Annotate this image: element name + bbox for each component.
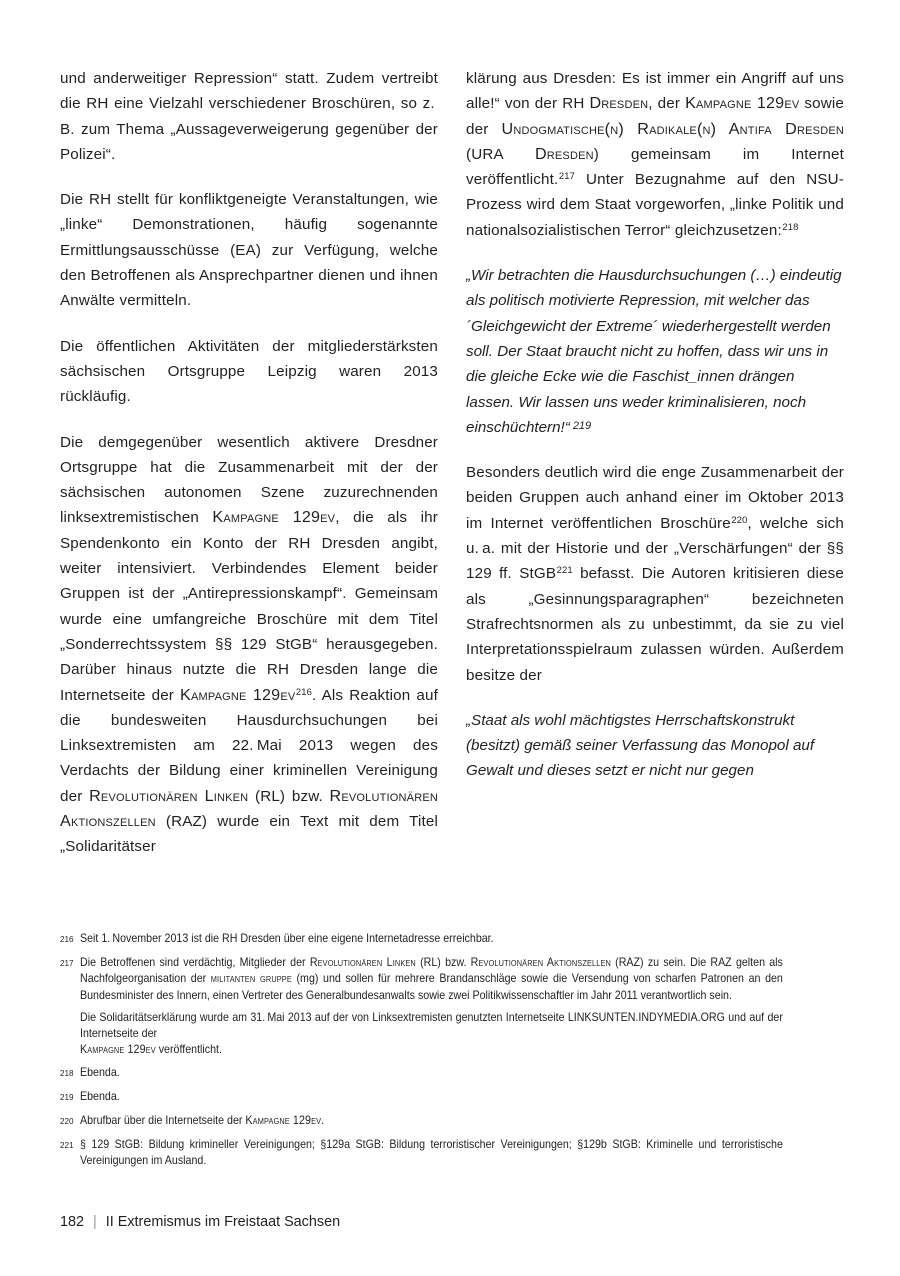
text-run: befasst. Die Autoren kritisieren diese als „Gesinnungsparagraphen“ bezeichneten Strafrechtsnormen als zu unbestimmt, da sie zu viel Interpretationsspielraum zulassen würden. Außerdem besitze der [466,565,845,684]
small-caps-name: Revolutionären Linken [309,955,416,969]
text-run: , welche sich u. a. mit der Historie und der „Verschärfungen“ der §§ 129 ff. StGB [466,514,844,583]
text-run: Ebenda. [80,1066,120,1080]
text-run: ) gemeinsam im Internet veröffentlicht. [466,145,845,189]
footnote-220 [60,1113,844,1130]
text-run: Die öffentlichen Aktivitäten der mitgliederstärksten sächsischen Ortsgruppe Leipzig waren 2013 rückläufig. [60,337,438,406]
footnote-216 [60,931,844,948]
footnote-reference[interactable]: 219 [572,419,592,432]
text-run: (mg) und sollen für mehrere Brandanschläge sowie die Versendung von scharfen Patronen an den Bundesminister des Innern, einen Vertreter des Generalbundesanwalts sowie zwei Politikwissenschaftler im Jahr 2011 verantwortlich sein. [80,972,783,1002]
text-run: (RAZ) zu sein. Die RAZ gelten als Nachfolgeorganisation der [80,955,783,986]
text-run: und anderweitiger Repression“ statt. Zudem vertreibt die RH eine Vielzahl verschiedener Broschüren, so z. B. zum Thema „Aussageverweigerung gegenüber der Polizei“. [60,70,438,163]
text-run: Seit 1. November 2013 ist die RH Dresden über eine eigene Internetadresse erreichbar. [80,932,494,945]
small-caps-name: Revolutionären Aktionszellen [470,955,611,969]
footnote-218 [60,1065,844,1082]
footnote-number: 216 [60,935,74,944]
footnote-reference[interactable]: 220 [731,513,748,525]
footnote-number: 218 [60,1069,74,1079]
footnote-number: 220 [60,1117,74,1127]
para-leipzig [60,334,438,410]
small-caps-name: Revolutionären Aktionszellen [60,786,439,831]
footnote-221 [60,1137,844,1170]
footnote-text [80,1113,783,1129]
text-run: klärung aus Dresden: Es ist immer ein Angriff auf uns alle!“ von der RH [466,70,844,113]
small-caps-name: Kampagne 129ev [685,94,800,113]
footnote-217 [60,955,844,1059]
text-run: Unter Bezugnahme auf den NSU-Prozess wird dem Staat vorgeworfen, „linke Politik und nationalsozialistischen Terror“ gleichzusetzen: [466,171,844,239]
small-caps-name: Kampagne 129ev [80,1043,156,1057]
footnote-number: 219 [60,1093,74,1103]
text-run: , der [648,95,686,113]
text-run: Abrufbar über die Internetseite der [80,1114,246,1128]
text-run: . [321,1114,325,1128]
footnote-continuation: Die Solidaritätserklärung wurde am 31. Mai 2013 auf der von Linksextremisten genutzten Internetseite LINKSUNTEN.INDYMEDIA.ORG und auf der Internetseite der [80,1010,783,1041]
text-run: (RL) bzw. [415,955,471,969]
small-caps-name: Revolutionären Linken [89,786,249,805]
text-run: Die RH stellt für konfliktgeneigte Veranstaltungen, wie „linke“ Demonstrationen, häufig sogenannte Ermittlungsausschüsse (EA) zur Verfügung, welche den Betroffenen als Ansprechpartner dienen und ihnen Anwälte vermitteln. [60,191,438,310]
text-run: . Als Reaktion auf die bundesweiten Hausdurchsuchungen bei Linksextremisten am 22. Mai 2013 wegen des Verdachts der Bildung einer kriminellen Vereinigung der [60,686,438,805]
footnote-number: 221 [60,1141,74,1151]
quote-hausdurchsuchungen [466,263,844,440]
two-column-body [60,66,844,860]
text-run: Die demgegenüber wesentlich aktivere Dresdner Ortsgruppe hat die Zusammenarbeit mit der der sächsischen autonomen Szene zuzurechnenden linksextremistischen [60,433,438,527]
footnote-number: 217 [60,958,74,968]
small-caps-name: Kampagne 129ev [212,508,336,527]
footnote-reference[interactable]: 218 [782,220,799,232]
text-run: (URA [466,145,535,163]
para-repression [60,66,438,167]
footnote-reference[interactable]: 216 [295,685,313,697]
text-run: Ebenda. [80,1090,120,1104]
small-caps-name: Dresden [534,144,594,163]
para-ermittlungsausschuesse [60,187,438,313]
footnote-text [80,931,783,947]
text-run: Besonders deutlich wird die enge Zusammenarbeit der beiden Gruppen auch anhand einer im Oktober 2013 im Internet veröffentlichen Broschüre [466,464,844,532]
footer-separator: | [93,1214,97,1230]
small-caps-name: militanten gruppe [210,972,292,986]
para-broschuere [466,460,844,688]
text-run: , die als ihr Spendenkonto ein Konto der RH Dresden angibt, weiter intensiviert. Verbindendes Element beider Gruppen ist der „Antirepressionskampf“. Gemeinsam wurde eine umfangreiche Broschüre mit dem Titel „Sonderrechtssystem §§ 129 StGB“ herausgegeben. Darüber hinaus nutzte die RH Dresden lange die Internetseite der [60,509,438,704]
para-dresden [60,430,438,860]
footnote-text [80,1065,783,1081]
footnote-text [80,1137,783,1170]
para-solidaritaetserklaerung [466,66,844,243]
footnote-text [80,1089,783,1105]
quote-staat [466,708,844,784]
text-run: (RAZ) wurde ein Text mit dem Titel „Solidaritätser [60,813,438,856]
page-footer [60,1212,340,1232]
left-column [60,66,438,860]
footnote-219 [60,1089,844,1106]
text-run: sowie der [466,95,844,138]
text-run: veröffentlicht. [155,1043,222,1057]
small-caps-name: Undogmatische(n) Radikale(n) Antifa Dresden [501,119,844,138]
small-caps-name: Kampagne 129ev [245,1114,322,1128]
footnote-reference[interactable]: 221 [556,564,573,576]
footnote-reference[interactable]: 217 [558,170,575,182]
text-run: (RL) bzw. [248,787,330,805]
text-run: „Wir betrachten die Hausdurchsuchungen (…) eindeutig als politisch motivierte Repression, mit welcher das ´Gleichgewicht der Extreme´ wiederhergestellt werden soll. Der Staat braucht nicht zu hoffen, dass wir uns in die gleiche Ecke wie die Faschist_innen drängen lassen. Wir lassen uns weder kriminalisieren, noch einschüchtern!“ [466,267,842,436]
text-run: § 129 StGB: Bildung krimineller Vereinigungen; §129a StGB: Bildung terroristischer Vereinigungen; §129b StGB: Kriminelle und terroristische Vereinigungen im Ausland. [80,1138,783,1168]
page-number: 182 [60,1214,85,1230]
footer-chapter-title: II Extremismus im Freistaat Sachsen [105,1214,341,1230]
text-run: Die Betroffenen sind verdächtig, Mitglieder der [80,955,310,969]
right-column [466,66,844,860]
footnotes-section [60,931,844,1176]
small-caps-name: Dresden [589,94,649,113]
footnote-text [80,955,783,1059]
text-run: „Staat als wohl mächtigstes Herrschaftskonstrukt (besitzt) gemäß seiner Verfassung das Monopol auf Gewalt und dieses setzt er nicht nur gegen [466,711,815,780]
small-caps-name: Kampagne 129ev [180,685,296,704]
